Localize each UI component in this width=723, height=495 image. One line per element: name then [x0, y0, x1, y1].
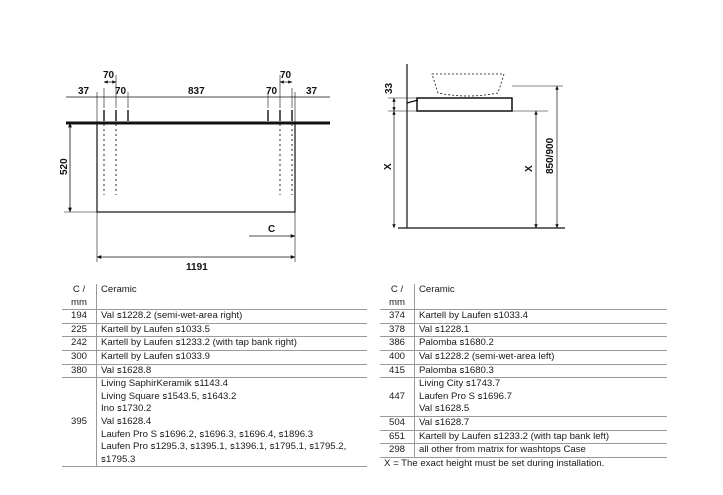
dim-top-right-37: 37 [306, 86, 318, 97]
ceramic-line: Kartell by Laufen ꜱ1033.5 [101, 323, 211, 335]
ceramic-line: Ino ꜱ1730.2 [101, 403, 152, 415]
table-row [62, 364, 367, 378]
ceramic-line: Palomba ꜱ1680.2 [419, 337, 494, 349]
ceramic-cell [415, 444, 668, 458]
ceramic-table-right [380, 284, 667, 458]
ceramic-line: Val ꜱ1628.8 [101, 364, 152, 376]
ceramic-line: Kartell by Laufen ꜱ1233.2 (with tap bank right) [101, 337, 297, 349]
ceramic-cell [415, 310, 668, 324]
table-row [380, 323, 667, 337]
ceramic-line: Laufen Pro S ꜱ1696.2, ꜱ1696.3, ꜱ1696.4, ꜱ1896.3 [101, 428, 314, 440]
table-row [62, 337, 367, 351]
dim-top-left-70b: 70 [115, 86, 127, 97]
ceramic-line: Kartell by Laufen ꜱ1033.4 [419, 310, 529, 322]
ceramic-line: ꜱ1795.3 [101, 453, 136, 465]
dim-top-right-70b: 70 [266, 86, 278, 97]
ceramic-line: Val ꜱ1228.2 (semi-wet-area right) [101, 310, 243, 322]
ceramic-cell [415, 378, 668, 417]
dim-33: 33 [384, 82, 395, 94]
ceramic-table-left [62, 284, 367, 467]
dim-width: 1191 [186, 262, 208, 270]
dim-x-left: X [383, 163, 394, 170]
dim-x-right: X [524, 165, 535, 172]
table-row [62, 323, 367, 337]
ceramic-line: Kartell by Laufen ꜱ1233.2 (with tap bank left) [419, 430, 610, 442]
ceramic-line: Laufen Pro ꜱ1295.3, ꜱ1395.1, ꜱ1396.1, ꜱ1795.1, ꜱ1795.2, [101, 441, 347, 453]
c-value: 386 [380, 337, 415, 351]
header-c-mm: C / mm [380, 284, 415, 310]
ceramic-line: Laufen Pro S ꜱ1696.7 [419, 390, 513, 402]
table-row [62, 378, 367, 467]
ceramic-cell [97, 337, 368, 351]
dim-top-left-37: 37 [78, 86, 90, 97]
ceramic-line: Living City ꜱ1743.7 [419, 378, 501, 390]
c-value: 374 [380, 310, 415, 324]
ceramic-cell [97, 310, 368, 324]
ceramic-line: Kartell by Laufen ꜱ1033.9 [101, 350, 211, 362]
ceramic-line: Val ꜱ1628.4 [101, 415, 152, 427]
table-row [380, 444, 667, 458]
ceramic-cell [415, 350, 668, 364]
front-view [64, 75, 330, 262]
c-value: 242 [62, 337, 97, 351]
c-value: 298 [380, 444, 415, 458]
ceramic-line: Palomba ꜱ1680.3 [419, 364, 494, 376]
c-value: 415 [380, 364, 415, 378]
header-ceramic: Ceramic [419, 284, 455, 295]
table-row [380, 430, 667, 444]
ceramic-cell [97, 378, 368, 467]
table-row [380, 350, 667, 364]
table-row [380, 378, 667, 417]
side-view [388, 64, 565, 228]
ceramic-cell [415, 430, 668, 444]
ceramic-line: Living Square ꜱ1543.5, ꜱ1643.2 [101, 390, 237, 402]
ceramic-line: Val ꜱ1228.2 (semi-wet-area left) [419, 350, 555, 362]
ceramic-cell [97, 364, 368, 378]
c-value: 300 [62, 350, 97, 364]
ceramic-cell [97, 323, 368, 337]
c-value: 395 [62, 378, 97, 467]
ceramic-line: Living SaphirKeramik ꜱ1143.4 [101, 378, 228, 390]
table-header-row [380, 284, 667, 310]
ceramic-cell [415, 337, 668, 351]
dim-top-left-70: 70 [103, 70, 115, 81]
c-value: 380 [62, 364, 97, 378]
ceramic-cell [415, 364, 668, 378]
table-row [380, 310, 667, 324]
c-value: 651 [380, 430, 415, 444]
table-row [380, 337, 667, 351]
ceramic-cell [415, 416, 668, 430]
table-header-row [62, 284, 367, 310]
front-view-labels [59, 70, 318, 270]
dim-height: 520 [59, 158, 70, 175]
table-row [62, 350, 367, 364]
dim-c: C [268, 224, 276, 235]
ceramic-cell [415, 323, 668, 337]
c-value: 447 [380, 378, 415, 417]
table-row [380, 364, 667, 378]
table-row [62, 310, 367, 324]
dim-top-right-70: 70 [280, 70, 292, 81]
ceramic-line: Val ꜱ1228.1 [419, 323, 470, 335]
ceramic-cell [97, 350, 368, 364]
tap-holes [104, 110, 292, 121]
ceramic-line: all other from matrix for washtops Case [419, 444, 586, 456]
installation-note: X = The exact height must be set during installation. [384, 458, 605, 469]
header-ceramic: Ceramic [101, 284, 137, 295]
c-value: 225 [62, 323, 97, 337]
ceramic-line: Val ꜱ1628.7 [419, 416, 470, 428]
dim-top-middle: 837 [188, 86, 205, 97]
c-value: 504 [380, 416, 415, 430]
c-value: 194 [62, 310, 97, 324]
dim-total: 850/900 [545, 137, 556, 174]
table-row [380, 416, 667, 430]
c-value: 378 [380, 323, 415, 337]
header-c-mm: C / mm [62, 284, 97, 310]
c-value: 400 [380, 350, 415, 364]
ceramic-line: Val ꜱ1628.5 [419, 403, 470, 415]
